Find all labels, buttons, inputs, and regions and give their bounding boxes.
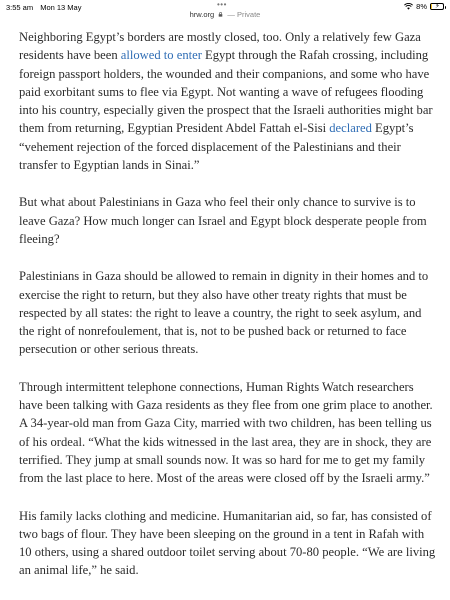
- article-body: [19, 28, 439, 599]
- private-browsing-label: — Private: [227, 10, 261, 19]
- article-paragraph-3: Palestinians in Gaza should be allowed to remain in dignity in their homes and to exercise the right to return, but they also have other treaty rights that must be respected by all states: the right to leave a country, the right to seek asylum, and the right of nonrefoulement, that is, not to be pushed back or returned to face persecution or other serious threats.: [19, 269, 429, 357]
- battery-percent: 8%: [416, 2, 427, 11]
- link-allowed-to-enter[interactable]: allowed to enter: [120, 48, 202, 63]
- status-date: Mon 13 May: [40, 3, 82, 12]
- battery-level-fill: [431, 4, 432, 9]
- status-time: 3:55 am: [6, 3, 34, 12]
- battery-icon: [430, 3, 444, 10]
- article-paragraph-5: His family lacks clothing and medicine. Humanitarian aid, so far, has consisted of two bags of flour. They have been sleeping on the ground in a tent in Rafah with 10 others, using a shared outdoor toilet serving about 70-80 people. “We are living an animal life,” he said.: [19, 508, 436, 578]
- multitasking-dots[interactable]: •••: [217, 0, 227, 9]
- article-paragraph-1: Neighboring Egypt’s borders are mostly closed, too. Only a relatively few Gaza residents have been allowed to enter Egypt through the Rafah crossing, including foreign passport holders, the wounded and their companions, and some who have paid exorbitant sums to flee via Egypt. Not wanting a wave of refugees flooding into his country, especially given the prospect that the Israeli authorities might bar them from returning, Egyptian President Abdel Fattah el-Sisi declared Egypt’s “vehement rejection of the forced displacement of the Palestinians and their transfer to Egyptian lands in Sinai.”: [19, 30, 433, 173]
- charging-bolt-icon: ⚡: [435, 3, 440, 10]
- link-declared[interactable]: declared: [329, 121, 372, 136]
- lock-icon: [218, 12, 223, 17]
- url-domain: hrw.org: [189, 10, 215, 19]
- article-paragraph-4: Through intermittent telephone connections, Human Rights Watch researchers have been talking with Gaza residents as they flee from one grim place to another. A 34-year-old man from Gaza City, married with two children, has been telling us of his ordeal. “What the kids witnessed in the last area, they are in shock, they are terrified. They jump at small sounds now. It was so hard for me to get my family from the last place to here. Most of the areas were closed off by the Israeli army.”: [19, 379, 433, 486]
- article-paragraph-2: But what about Palestinians in Gaza who feel their only chance to survive is to leave Gaza? How much longer can Israel and Egypt block desperate people from fleeing?: [19, 195, 427, 246]
- wifi-icon: [404, 3, 413, 10]
- address-bar[interactable]: [0, 10, 450, 22]
